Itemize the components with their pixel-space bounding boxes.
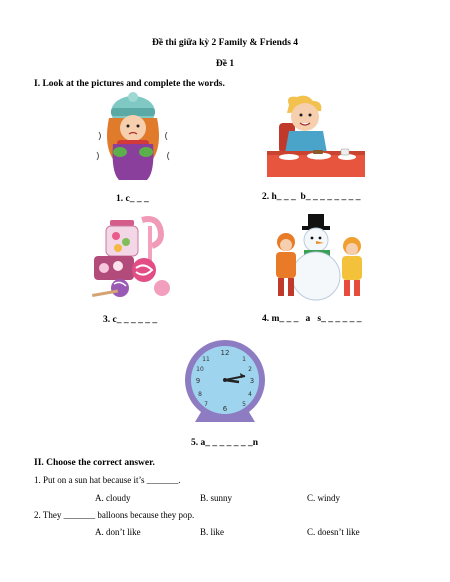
section-1-heading: I. Look at the pictures and complete the words. (34, 79, 225, 89)
item-4-caption: 4. m_ _ _ a s_ _ _ _ _ _ (262, 314, 362, 324)
document-title: Đề thi giữa kỳ 2 Family & Friends 4 (151, 38, 299, 48)
item-1-caption: 1. c_ _ _ (116, 194, 149, 204)
svg-text:9: 9 (195, 377, 201, 385)
cold-girl-icon (93, 92, 173, 184)
svg-text:1: 1 (242, 356, 246, 363)
svg-text:5: 5 (242, 401, 246, 408)
candy-icon (86, 212, 178, 304)
question-1-option-c: C. windy (307, 493, 341, 503)
item-2-caption: 2. h_ _ _ b_ _ _ _ _ _ _ _ (262, 192, 361, 202)
item-3-caption: 3. c_ _ _ _ _ _ (103, 315, 158, 325)
svg-text:11: 11 (202, 356, 210, 363)
question-2-option-a: A. don’t like (95, 527, 141, 537)
item-5-caption: 5. a_ _ _ _ _ _ _n (191, 438, 259, 448)
section-2-heading: II. Choose the correct answer. (34, 458, 155, 468)
question-1-text: 1. Put on a sun hat because it’s _______. (34, 475, 181, 485)
document-subtitle: Đề 1 (215, 59, 235, 69)
question-2-text: 2. They _______ balloons because they pop. (34, 510, 195, 520)
snowman-kids-icon (268, 212, 372, 304)
question-1-option-a: A. cloudy (95, 493, 131, 503)
question-1-option-b: B. sunny (200, 493, 233, 503)
svg-text:2: 2 (248, 366, 252, 373)
svg-text:4: 4 (248, 391, 252, 398)
svg-text:6: 6 (222, 405, 228, 413)
clock-icon (179, 338, 271, 430)
question-2-option-c: C. doesn’t like (307, 527, 360, 537)
breakfast-boy-icon (267, 95, 365, 177)
svg-text:8: 8 (198, 391, 202, 398)
svg-text:10: 10 (196, 366, 204, 373)
question-2-option-b: B. like (200, 527, 224, 537)
svg-text:7: 7 (204, 401, 208, 408)
svg-text:3: 3 (249, 377, 255, 385)
svg-text:12: 12 (220, 349, 230, 357)
